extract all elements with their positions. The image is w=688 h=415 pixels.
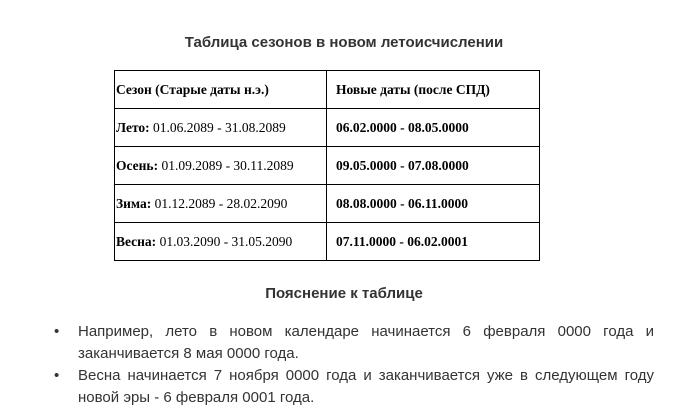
page-title: Таблица сезонов в новом летоисчислении [184, 34, 504, 51]
list-item [50, 321, 654, 365]
table-row [115, 147, 540, 185]
old-dates: 01.06.2089 - 31.08.2089 [149, 119, 286, 135]
table-row [115, 223, 540, 261]
header-new-dates: Новые даты (после СПД) [327, 71, 540, 109]
season-name: Лето: [116, 119, 150, 135]
new-dates-cell: 08.08.0000 - 06.11.0000 [327, 185, 540, 223]
old-dates-cell [115, 185, 327, 223]
new-dates-cell: 09.05.0000 - 07.08.0000 [327, 147, 540, 185]
old-dates-cell [115, 147, 327, 185]
list-item-text: Весна начинается 7 ноября 0000 года и заканчивается уже в следующем году новой эры - 6 февраля 0001 года. [78, 367, 654, 406]
old-dates: 01.09.2089 - 30.11.2089 [158, 157, 294, 173]
new-dates-cell: 07.11.0000 - 06.02.0001 [327, 223, 540, 261]
old-dates: 01.12.2089 - 28.02.2090 [151, 195, 288, 211]
explanation-list [50, 321, 654, 409]
table-row [115, 109, 540, 147]
header-old-dates: Сезон (Старые даты н.э.) [115, 71, 327, 109]
explanation-heading: Пояснение к таблице [265, 285, 423, 302]
list-item [50, 365, 654, 409]
season-name: Зима: [116, 195, 152, 211]
seasons-table [114, 70, 540, 261]
bullet-icon: • [54, 367, 60, 384]
old-dates: 01.03.2090 - 31.05.2090 [156, 233, 293, 249]
old-dates-cell [115, 223, 327, 261]
old-dates-cell [115, 109, 327, 147]
season-name: Весна: [116, 233, 157, 249]
table-header-row [115, 71, 540, 109]
table-row [115, 185, 540, 223]
season-name: Осень: [116, 157, 159, 173]
list-item-text: Например, лето в новом календаре начинается 6 февраля 0000 года и заканчивается 8 мая 0000 года. [78, 323, 654, 362]
bullet-icon: • [54, 323, 60, 340]
new-dates-cell: 06.02.0000 - 08.05.0000 [327, 109, 540, 147]
